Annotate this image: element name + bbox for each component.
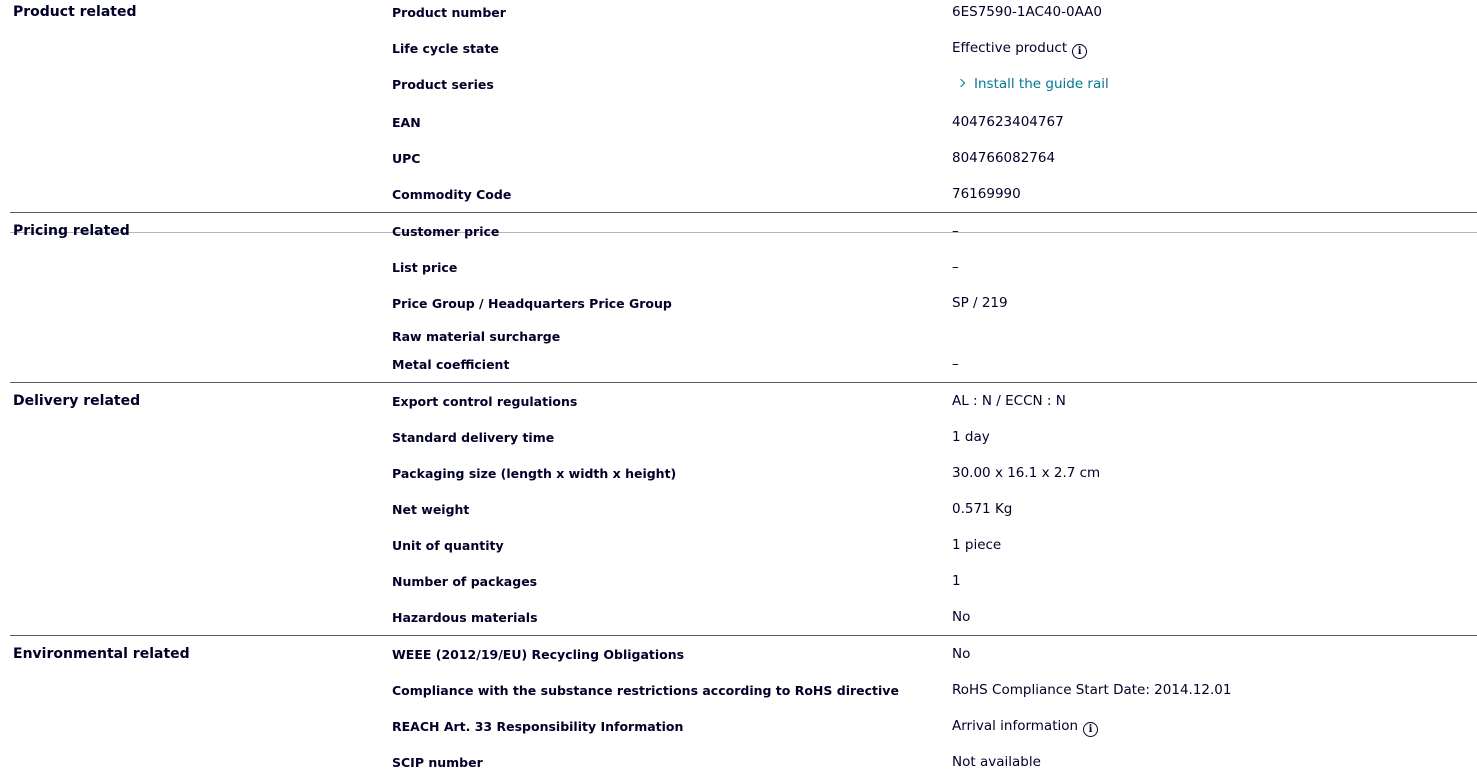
row-label: List price [392,260,458,275]
row-label: Net weight [392,502,470,517]
row-customer-price [0,223,1477,243]
chevron-right-icon [957,79,965,87]
row-label: Compliance with the substance restrictions according to RoHS directive [392,683,899,698]
row-value: SP / 219 [952,295,1008,311]
row-value-with-icon [952,39,1087,59]
row-label: WEEE (2012/19/EU) Recycling Obligations [392,647,685,662]
row-label: Product number [392,5,506,20]
row-label: Price Group / Headquarters Price Group [392,296,672,311]
row-value: – [952,356,959,372]
row-label: Hazardous materials [392,610,538,625]
info-icon[interactable]: i [1083,722,1098,737]
row-value: 76169990 [952,186,1021,202]
row-value: Not available [952,754,1041,770]
row-label: SCIP number [392,755,483,770]
install-guide-rail-link[interactable]: Install the guide rail [974,76,1109,92]
row-packaging-size [0,465,1477,485]
life-cycle-value: Effective product [952,40,1068,56]
row-label: UPC [392,151,421,166]
section-divider [10,635,1477,636]
row-raw-material-surcharge [0,328,1477,348]
row-value: No [952,609,971,625]
row-label: Standard delivery time [392,430,555,445]
section-divider [10,212,1477,213]
row-hazardous-materials [0,609,1477,629]
row-label: Number of packages [392,574,538,589]
row-label: Unit of quantity [392,538,504,553]
row-label: Life cycle state [392,41,499,56]
row-label: Product series [392,77,494,92]
row-price-group [0,295,1477,315]
info-icon[interactable]: i [1072,44,1087,59]
section-title-environmental: Environmental related [13,646,190,662]
row-product-number [0,4,1477,24]
row-label: Customer price [392,224,500,239]
row-net-weight [0,501,1477,521]
section-title-product: Product related [13,4,137,20]
row-scip-number [0,754,1477,774]
row-value: 1 day [952,429,990,445]
section-title-delivery: Delivery related [13,393,141,409]
row-rohs-compliance [0,682,1477,702]
row-list-price [0,259,1477,279]
row-upc [0,150,1477,170]
row-number-of-packages [0,573,1477,593]
row-label: EAN [392,115,421,130]
row-value-with-icon [952,717,1098,737]
product-series-link[interactable] [952,75,1109,93]
row-value: – [952,259,959,275]
row-value: 4047623404767 [952,114,1064,130]
arrival-information-value: Arrival information [952,718,1079,734]
row-value: 6ES7590-1AC40-0AA0 [952,4,1103,20]
row-value: 1 [952,573,961,589]
row-reach-art-33 [0,718,1477,738]
row-life-cycle-state [0,40,1477,60]
row-standard-delivery-time [0,429,1477,449]
row-value: RoHS Compliance Start Date: 2014.12.01 [952,682,1232,698]
row-commodity-code [0,186,1477,206]
row-weee [0,646,1477,666]
row-value: – [952,223,959,239]
row-label: Packaging size (length x width x height) [392,466,677,481]
row-label: Commodity Code [392,187,512,202]
row-value: 804766082764 [952,150,1056,166]
section-divider [10,382,1477,383]
row-label: Metal coefficient [392,357,510,372]
section-title-pricing: Pricing related [13,223,130,239]
row-metal-coefficient [0,356,1477,376]
row-value: AL : N / ECCN : N [952,393,1066,409]
row-label: Export control regulations [392,394,578,409]
row-value: 30.00 x 16.1 x 2.7 cm [952,465,1101,481]
row-value: 1 piece [952,537,1002,553]
row-unit-of-quantity [0,537,1477,557]
row-value: No [952,646,971,662]
row-value: 0.571 Kg [952,501,1013,517]
row-export-control [0,393,1477,413]
row-product-series [0,76,1477,96]
row-label: Raw material surcharge [392,329,561,344]
row-ean [0,114,1477,134]
row-label: REACH Art. 33 Responsibility Information [392,719,684,734]
